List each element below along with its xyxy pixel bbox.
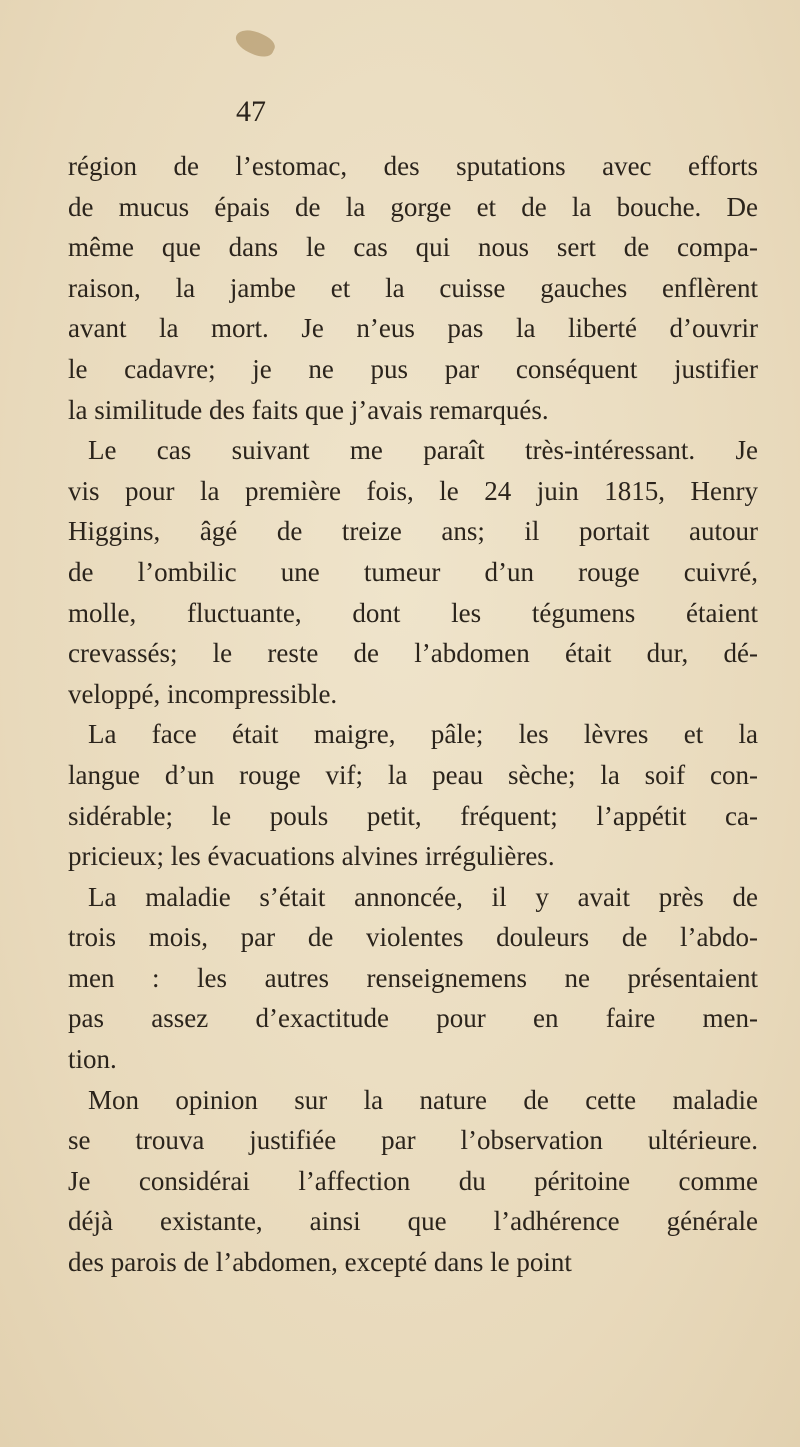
text-line: avant la mort. Je n’eus pas la liberté d’ouvrir [68,313,758,344]
text-line: sidérable; le pouls petit, fréquent; l’appétit ca- [68,800,758,831]
text-line: Je considérai l’affection du péritoine comme [68,1165,758,1196]
text-line: de l’ombilic une tumeur d’un rouge cuivré, [68,556,758,587]
text-line: Higgins, âgé de treize ans; il portait autour [68,516,758,547]
text-line: langue d’un rouge vif; la peau sèche; la soif con- [68,759,758,790]
text-line: tion. [68,1044,117,1075]
text-line: pricieux; les évacuations alvines irrégulières. [68,841,555,872]
text-line: déjà existante, ainsi que l’adhérence générale [68,1206,758,1237]
text-line: région de l’estomac, des sputations avec efforts [68,151,758,181]
paper-stain [232,25,278,62]
body-text [68,146,758,1283]
text-line: crevassés; le reste de l’abdomen était dur, dé- [68,638,758,669]
text-line: La face était maigre, pâle; les lèvres et la [88,719,758,750]
text-line: se trouva justifiée par l’observation ultérieure. [68,1125,758,1156]
text-line: La maladie s’était annoncée, il y avait près de [88,881,758,912]
text-line: vis pour la première fois, le 24 juin 1815, Henry [68,475,758,506]
text-line: la similitude des faits que j’avais remarqués. [68,394,549,425]
text-line: des parois de l’abdomen, excepté dans le point [68,1247,572,1278]
text-line: Mon opinion sur la nature de cette maladie [88,1084,758,1115]
text-line: même que dans le cas qui nous sert de compa- [68,232,758,263]
page-number: 47 [236,95,266,128]
text-line: trois mois, par de violentes douleurs de l’abdo- [68,922,758,953]
text-line: Le cas suivant me paraît très-intéressant. Je [88,435,758,466]
text-line: pas assez d’exactitude pour en faire men- [68,1003,758,1034]
text-line: men : les autres renseignemens ne présentaient [68,962,758,993]
text-line: le cadavre; je ne pus par conséquent justifier [68,353,758,384]
text-line: de mucus épais de la gorge et de la bouche. De [68,191,758,222]
text-line: veloppé, incompressible. [68,678,338,709]
text-line: molle, fluctuante, dont les tégumens étaient [68,597,758,628]
text-line: raison, la jambe et la cuisse gauches enflèrent [68,272,758,303]
